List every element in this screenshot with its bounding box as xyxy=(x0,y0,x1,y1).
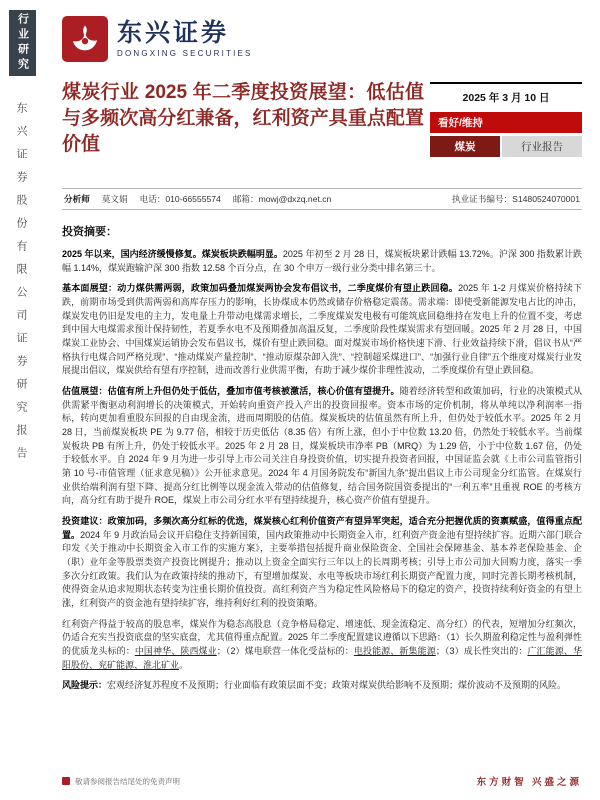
analyst-license: 执业证书编号：S1480524070001 xyxy=(451,194,580,204)
page-footer xyxy=(62,774,582,788)
analyst-strip xyxy=(62,188,582,210)
paragraph-investment-advice: 投资建议：政策加码，多频次高分红标的优选，煤炭核心红利价值资产有望异军突起，适合充分把握优质的资禀赋盛，值得重点配置。2024 年 9 月政治局会议开启稳住支持新国策，国内政策推动中长期资金入市，红利资产资金池有望持续扩容。近期六部门联合印发《关于推动中长期资金入市工作的实施方案》，主要举措包括提升商业保险资金、全国社会保障基金、基本养老保险基金、企（职）业年金等股票类资产投资比例提升；推动以上资金全面实行三年以上的长周期考核；引导上市公司加大回购力度，落实一季多次分红政策。我们认为在政策持续的推动下，有望增加煤炭、水电等板块市场红利长期资产配置力度，同时完善长期考核机制，使得资金从追求短期状态转变为注重长期价值投资。高红利资产当为稳定性风险格局下的稳定的资产，投资持续利好资金的有望上涨，红利资产的资金池有望持续扩容，维持利好红利的投资策略。 xyxy=(62,516,582,609)
brand-text xyxy=(117,20,253,57)
industry-research-tag: 行业研究 xyxy=(9,10,36,76)
dongxing-logo-icon xyxy=(62,16,108,62)
analyst-email: 邮箱：mowj@dxzq.net.cn xyxy=(232,194,332,204)
paragraph-risk-warning: 风险提示：宏观经济复苏程度不及预期；行业面临有政策层面不变；政策对煤炭供给影响不及预期；煤价波动不及预期的风险。 xyxy=(62,680,567,691)
footer-slogan: 东方财智 兴盛之源 xyxy=(476,778,582,788)
disclaimer-note: 敬请参阅报告结尾处的免责声明 xyxy=(62,776,180,787)
analyst-label: 分析师 xyxy=(64,194,90,204)
report-tags xyxy=(430,136,582,157)
paragraph-valuation-outlook: 估值展望：估值有所上升但仍处于低估，叠加市值考核被激活，核心价值有望提升。随着经济转型和政策加码，行业的决策模式从供需紧平衡驱动利润增长的决策模式，开始转向重资产投入产出的投资回报率。资本市场的定价机制，将从单纯以净利润率一指标，转向更加看重股东回报的自由现金流，进而周期股的估值。煤炭板块的估值虽然有所上升，但仍处于较低水平。2025 年 2 月 28 日，当前煤炭板块 PE 为 9.77 倍，相较于历史低估（8.35 倍）有所上涨，但小于中位数 13.20 倍，仍然处于较低水平。当前煤炭板块 PB 有所上升，仍处于较低水平。2025 年 2 月 28 日，煤炭板块市净率 PB（MRQ）为 1.29 倍，小于中位数 1.67 倍，仍处于较低水平。自 2024 年 9 月为进一步引导上市公司关注自身投资价值，切实提升投资者回报，中国证监会就《上市公司监管指引第 10 号-市值管理（征求意见稿）》公开征求意见。2024 年 4 月国务院发布“新国九条”提出倡议上市公司现金分红监管。在煤炭行业供给端利润有望下降、提高分红比例等以现金流入带动的估值修复，结合国务院国资委提出的“一利五率”且重视 ROE 的考核方向，高分红有助于提升 ROE，煤炭上市公司分红水平有望持续提升，核心资产价值有望提升。 xyxy=(62,386,582,506)
stock-names: 电投能源、新集能源 xyxy=(353,646,436,657)
analyst-name: 莫文娟 xyxy=(101,194,128,204)
stock-names: 中国神华、陕西煤业 xyxy=(134,646,217,657)
brand-header xyxy=(62,16,582,62)
industry-tag: 煤炭 xyxy=(430,136,500,157)
paragraph-stock-picks: 红利资产得益于较高的股息率，煤炭作为稳态高股息（竞争格局稳定、增速低、现金流稳定、高分红）的代表，短增加分红频次，仍适合充实当投资底盘的坚实底盘，尤其值得重点配置。2025 年二季度配置建议遵循以下思路：（1）长久期盈利稳定性与盈利弹性的优质龙头标的：中国神华、陕西煤业；（2）煤电联营一体化受益标的：电投能源、新集能源；（3）成长性突出的：广汇能源、华阳股份、兖矿能源、淮北矿业。 xyxy=(62,618,582,670)
report-type-tag: 行业报告 xyxy=(502,136,582,157)
page-title: 煤炭行业 2025 年二季度投资展望：低估值与多频次高分红兼备，红利资产具重点配置价值 xyxy=(62,82,424,156)
analyst-phone: 电话：010-66555574 xyxy=(139,194,221,204)
report-info-box xyxy=(430,82,582,157)
paragraph-fundamentals-outlook: 基本面展望：动力煤供需两弱，政策加码叠加煤炭两协会发布倡议书，二季度煤价有望止跌回稳。2025 年 1-2 月煤炭价格持续下跌，前期市场受到供需两弱和高库存压力的影响，长协煤成本仍然或储存价格稳定震荡。需求端：即使受新能源发电占比的冲击，煤炭发电仍旧是发电的主力，发电量上升带动电煤需求增长，二季度煤炭发电极有可能筑底回稳维持在发电上升的位置不变，考虑到中国大电煤需求预计保持韧性，若夏季水电不及预期叠加高温反复，二季度阶段性煤炭需求有望回暖。2025 年 2 月 28 日，中国煤炭工业协会、中国煤炭运销协会发布倡议书，煤价有望止跌回稳。面对煤炭市场价格快速下滑、行业效益持续下滑，倡议书从“严格执行电煤合同严格兑现”、“推动煤炭产量控制”、“推动原煤杂卸入洗”、“控制超采煤进口”、“加强行业自律”五个维度对煤炭行业发展提出倡议，煤炭供给有望有序控制，进而改善行业供需平衡，有助于减少煤价非理性波动，二季度煤价有望止跌回稳。 xyxy=(62,283,582,376)
summary-heading: 投资摘要： xyxy=(62,226,117,238)
summary-body xyxy=(62,248,582,693)
report-date: 2025 年 3 月 10 日 xyxy=(430,82,582,112)
title-row xyxy=(62,80,582,176)
paragraph-market-review: 2025 年以来，国内经济缓慢修复。煤炭板块跌幅明显。2025 年初至 2 月 28 日，煤炭板块累计跌幅 13.72%。沪深 300 指数累计跌幅 1.14%，煤炭跑输沪深 300 指数 12.58 个百分点，在 30 个申万一级行业分类中排名第三十。 xyxy=(62,249,582,273)
main-content xyxy=(62,0,582,800)
brand-name-cn: 东兴证券 xyxy=(117,19,230,48)
mini-logo-icon xyxy=(62,777,70,785)
analyst-info xyxy=(64,193,331,205)
rating-badge: 看好/维持 xyxy=(430,112,582,133)
stock-names: 广汇能源、华阳股份、兖矿能源、淮北矿业 xyxy=(62,646,582,670)
company-vertical-label: 东兴证券股份有限公司证券研究报告 xyxy=(15,102,27,470)
left-sidebar xyxy=(0,0,52,800)
brand-name-en: DONGXING SECURITIES xyxy=(117,48,253,58)
